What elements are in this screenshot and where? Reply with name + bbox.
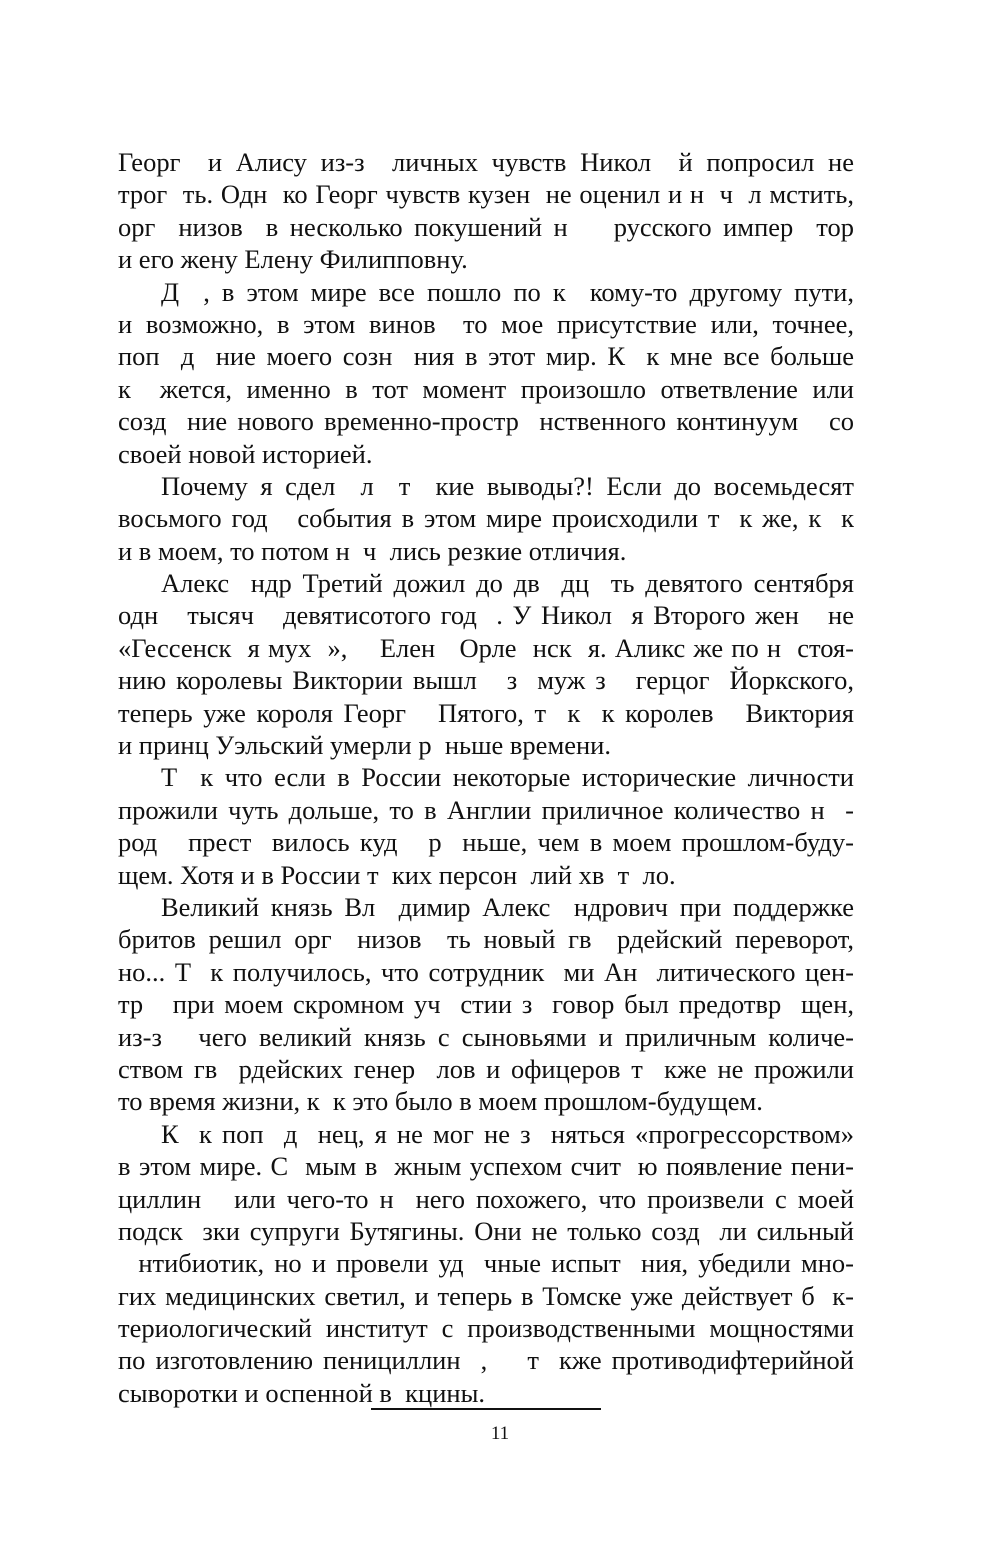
text-line: нтибиотик, но и провели уд чные испыт ния, убедили мно-	[118, 1248, 854, 1279]
body-text	[118, 146, 854, 1409]
text-line: сыворотки и оспенной в кцины.	[118, 1377, 486, 1408]
text-line: но... Т к получилось, что сотрудник ми Ан литического цен-	[118, 956, 854, 987]
text-line: териологический институт с производственными мощностями	[118, 1313, 854, 1344]
text-line: циллин или чего-то н него похожего, что произвели с моей	[118, 1183, 854, 1214]
text-line: и его жену Елену Филипповну.	[118, 244, 468, 275]
text-line: подск зки супруги Бутягины. Они не только созд ли сильный	[118, 1215, 854, 1246]
text-line: трог ть. Одн ко Георг чувств кузен не оценил и н ч л мстить,	[118, 179, 854, 210]
footer-divider	[371, 1408, 601, 1410]
text-line: нию королевы Виктории вышл з муж з герцог Йоркского,	[118, 665, 854, 696]
text-line: прожили чуть дольше, то в Англии приличное количество н -	[118, 794, 854, 825]
text-line: в этом мире. С мым в жным успехом счит ю появление пени-	[118, 1151, 854, 1182]
text-line: восьмого год события в этом мире происходили т к же, к к	[118, 503, 854, 534]
text-line: своей новой историей.	[118, 438, 373, 469]
text-line: гих медицинских светил, и теперь в Томске уже действует б к-	[118, 1280, 854, 1311]
text-line: по изготовлению пенициллин , т кже противодифтерийной	[118, 1345, 854, 1376]
page-number: 11	[490, 1423, 510, 1444]
text-line: поп д ние моего созн ния в этот мир. К к мне все больше	[118, 341, 854, 372]
text-line: и принц Уэльский умерли р ньше времени.	[118, 730, 611, 761]
text-line: одн тысяч девятисотого год . У Никол я Второго жен не	[118, 600, 854, 631]
text-line: и в моем, то потом н ч лись резкие отличия.	[118, 535, 627, 566]
text-line: Т к что если в России некоторые исторические личности	[161, 762, 854, 793]
text-line: щем. Хотя и в России т ких персон лий хв т ло.	[118, 859, 676, 890]
text-line: то время жизни, к к это было в моем прошлом-будущем.	[118, 1086, 763, 1117]
text-line: к жется, именно в тот момент произошло ответвление или	[118, 373, 854, 404]
text-line: тр при моем скромном уч стии з говор был предотвр щен,	[118, 989, 854, 1020]
text-line: род прест вилось куд р ньше, чем в моем прошлом-буду-	[118, 827, 854, 858]
text-line: ством гв рдейских генер лов и офицеров т кже не прожили	[118, 1053, 854, 1084]
text-line: «Гессенск я мух », Елен Орле нск я. Аликс же по н стоя-	[118, 632, 854, 663]
text-line: Великий князь Вл димир Алекс ндрович при поддержке	[161, 891, 854, 922]
text-line: Георг и Алису из-з личных чувств Никол й попросил не	[118, 147, 854, 177]
text-line: созд ние нового временно-простр нственного континуум со	[118, 406, 854, 437]
text-line: бритов решил орг низов ть новый гв рдейский переворот,	[118, 924, 854, 955]
text-line: Почему я сдел л т кие выводы?! Если до восемьдесят	[161, 470, 854, 501]
text-line: теперь уже короля Георг Пятого, т к к королев Виктория	[118, 697, 854, 728]
text-line: и возможно, в этом винов то мое присутствие или, точнее,	[118, 308, 854, 339]
text-line: орг низов в несколько покушений н русского импер тор	[118, 211, 854, 242]
text-line: Алекс ндр Третий дожил до дв дц ть девятого сентября	[161, 568, 854, 599]
text-line: из-з чего великий князь с сыновьями и приличным количе-	[118, 1021, 854, 1052]
text-line: К к поп д нец, я не мог не з няться «прогрессорством»	[161, 1118, 854, 1149]
text-line: Д , в этом мире все пошло по к кому-то другому пути,	[161, 276, 854, 307]
